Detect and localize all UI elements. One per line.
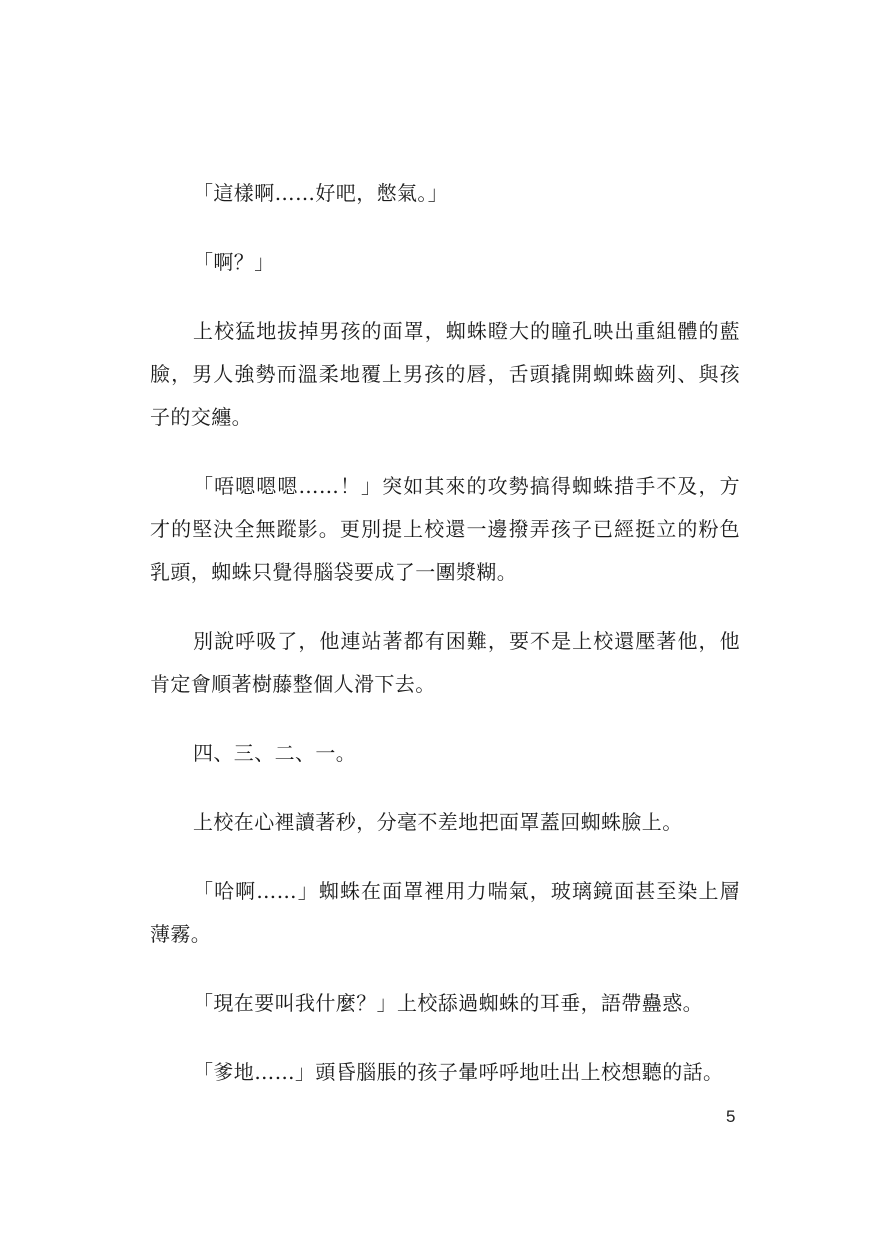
paragraph: 「唔嗯嗯嗯……！」突如其來的攻勢搞得蜘蛛措手不及，方才的堅決全無蹤影。更別提上校還一邊撥弄孩子已經挺立的粉色乳頭，蜘蛛只覺得腦袋要成了一團漿糊。 <box>150 474 740 584</box>
paragraph: 「爹地……」頭昏腦脹的孩子暈呼呼地吐出上校想聽的話。 <box>193 1060 724 1084</box>
paragraph: 上校在心裡讀著秒，分毫不差地把面罩蓋回蜘蛛臉上。 <box>193 810 683 834</box>
body-text <box>150 172 740 1120</box>
paragraph: 「啊？」 <box>193 250 275 274</box>
paragraph: 四、三、二、一。 <box>193 741 357 765</box>
paragraph: 「哈啊……」蜘蛛在面罩裡用力喘氣，玻璃鏡面甚至染上層薄霧。 <box>150 879 740 946</box>
paragraph: 上校猛地拔掉男孩的面罩，蜘蛛瞪大的瞳孔映出重組體的藍臉，男人強勢而溫柔地覆上男孩的唇，舌頭撬開蜘蛛齒列、與孩子的交纏。 <box>150 319 740 429</box>
paragraph: 別說呼吸了，他連站著都有困難，要不是上校還壓著他，他肯定會順著樹藤整個人滑下去。 <box>150 629 740 696</box>
page-number: 5 <box>726 1107 736 1126</box>
paragraph: 「這樣啊……好吧，憋氣。」 <box>193 181 449 205</box>
paragraph: 「現在要叫我什麼？」上校舔過蜘蛛的耳垂，語帶蠱惑。 <box>193 991 703 1015</box>
